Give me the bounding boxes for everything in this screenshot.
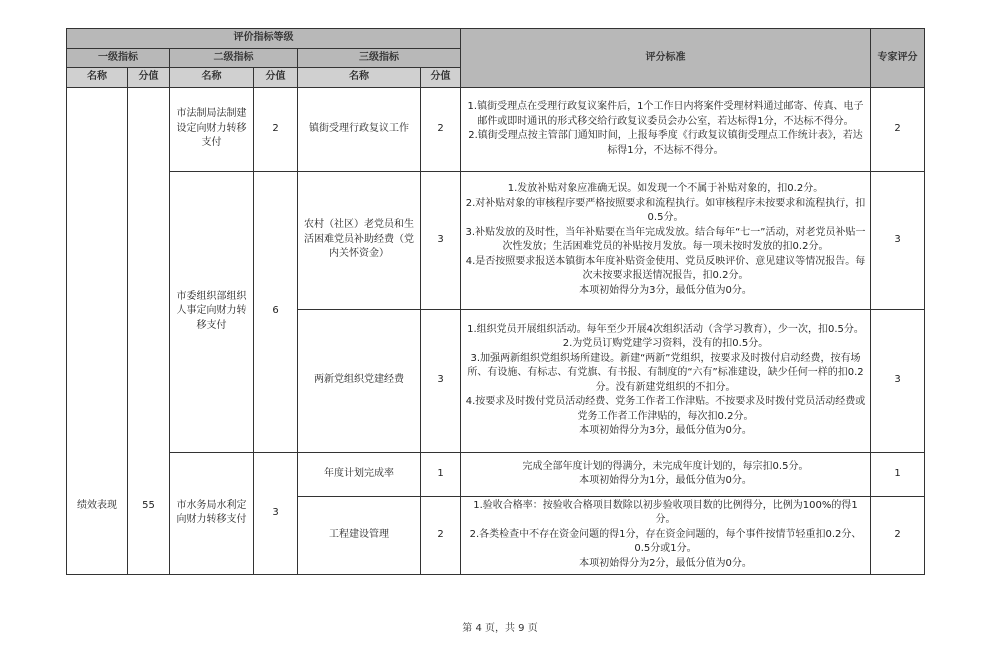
criteria-line: 完成全部年度计划的得满分，未完成年度计划的，每宗扣0.5分。	[522, 460, 809, 472]
criteria-cell	[461, 452, 871, 496]
criteria-line: 本项初始得分为1分，最低分值为0分。	[579, 475, 752, 486]
level3-name: 镇街受理行政复议工作	[298, 87, 421, 171]
level3-score: 1	[421, 452, 461, 496]
criteria-cell	[461, 496, 871, 574]
criteria-line: 2.为党员订购党建学习资料，没有的扣0.5分。	[562, 338, 769, 349]
level3-score: 3	[421, 309, 461, 452]
criteria-line: 4.是否按照要求报送本镇街本年度补贴资金使用、党员反映评价、意见建议等情况报告。每次未按要求报送情况报告，扣0.2分。	[465, 255, 866, 281]
expert-score: 3	[871, 171, 925, 309]
page-footer: 第 4 页，共 9 页	[462, 623, 538, 634]
level2-name: 市委组织部组织人事定向财力转移支付	[170, 171, 254, 452]
criteria-cell	[461, 171, 871, 309]
expert-score: 2	[871, 87, 925, 171]
expert-score: 3	[871, 309, 925, 452]
criteria-line: 1.组织党员开展组织活动。每年至少开展4次组织活动（含学习教育），少一次，扣0.5分。	[467, 323, 864, 335]
header-criteria: 评分标准	[461, 29, 871, 88]
expert-score: 2	[871, 496, 925, 574]
criteria-line: 本项初始得分为3分，最低分值为0分。	[579, 425, 752, 436]
table-row	[67, 87, 925, 171]
level3-score: 2	[421, 87, 461, 171]
level2-name: 市水务局水利定向财力转移支付	[170, 452, 254, 574]
criteria-line: 1.验收合格率：按验收合格项目数除以初步验收项目数的比例得分，比例为100%的得1分。	[473, 499, 858, 526]
level3-name: 两新党组织党建经费	[298, 309, 421, 452]
header-group-title: 评价指标等级	[67, 29, 461, 49]
level3-name: 年度计划完成率	[298, 452, 421, 496]
header-l1-name: 名称	[67, 68, 128, 88]
level1-score: 55	[128, 87, 170, 574]
level3-score: 3	[421, 171, 461, 309]
table-row	[67, 452, 925, 496]
header-level3: 三级指标	[298, 48, 461, 68]
level2-name: 市法制局法制建设定向财力转移支付	[170, 87, 254, 171]
criteria-line: 3.加强两新组织党组织场所建设。新建“两新”党组织，按要求及时拨付启动经费，按有场所、有设施、有标志、有党旗、有书报、有制度的“六有”标准建设，缺少任何一样的扣0.2分。没有新建党组织的不扣分。	[467, 352, 864, 393]
header-l3-score: 分值	[421, 68, 461, 88]
level1-name: 绩效表现	[67, 87, 128, 574]
evaluation-table	[66, 28, 925, 575]
header-expert-score: 专家评分	[871, 29, 925, 88]
level2-score: 6	[254, 171, 298, 452]
expert-score: 1	[871, 452, 925, 496]
header-level2: 二级指标	[170, 48, 298, 68]
criteria-line: 4.按要求及时拨付党员活动经费、党务工作者工作津贴。不按要求及时拨付党员活动经费或党务工作者工作津贴的，每次扣0.2分。	[465, 396, 866, 422]
table-row	[67, 171, 925, 309]
criteria-line: 2.镇街受理点按主管部门通知时间，上报每季度《行政复议镇街受理点工作统计表》，若达标得1分，不达标不得分。	[468, 130, 863, 156]
header-l2-name: 名称	[170, 68, 254, 88]
level3-name: 工程建设管理	[298, 496, 421, 574]
header-row-1	[67, 29, 925, 49]
criteria-cell	[461, 309, 871, 452]
level2-score: 2	[254, 87, 298, 171]
level3-score: 2	[421, 496, 461, 574]
criteria-line: 2.对补贴对象的审核程序要严格按照要求和流程执行。如审核程序未按要求和流程执行，扣0.5分。	[465, 197, 866, 223]
level3-name: 农村（社区）老党员和生活困难党员补助经费（党内关怀资金）	[298, 171, 421, 309]
criteria-cell	[461, 87, 871, 171]
criteria-line: 1.发放补贴对象应准确无误。如发现一个不属于补贴对象的，扣0.2分。	[507, 183, 824, 194]
criteria-line: 1.镇街受理点在受理行政复议案件后，1个工作日内将案件受理材料通过邮寄、传真、电子邮件或即时通讯的形式移交给行政复议委员会办公室，若达标得1分，不达标不得分。	[467, 101, 864, 127]
header-l3-name: 名称	[298, 68, 421, 88]
criteria-line: 本项初始得分为2分，最低分值为0分。	[579, 557, 752, 569]
header-l2-score: 分值	[254, 68, 298, 88]
header-level1: 一级指标	[67, 48, 170, 68]
header-l1-score: 分值	[128, 68, 170, 88]
criteria-line: 2.各类检查中不存在资金问题的得1分，存在资金问题的，每个事件按情节轻重扣0.2分、0.5分或1分。	[469, 528, 862, 555]
criteria-line: 本项初始得分为3分，最低分值为0分。	[579, 284, 752, 296]
level2-score: 3	[254, 452, 298, 574]
criteria-line: 3.补贴发放的及时性，当年补贴要在当年完成发放。结合每年“七一”活动，对老党员补贴一次性发放；生活困难党员的补贴按月发放。每一项未按时发放的扣0.2分。	[465, 226, 866, 252]
